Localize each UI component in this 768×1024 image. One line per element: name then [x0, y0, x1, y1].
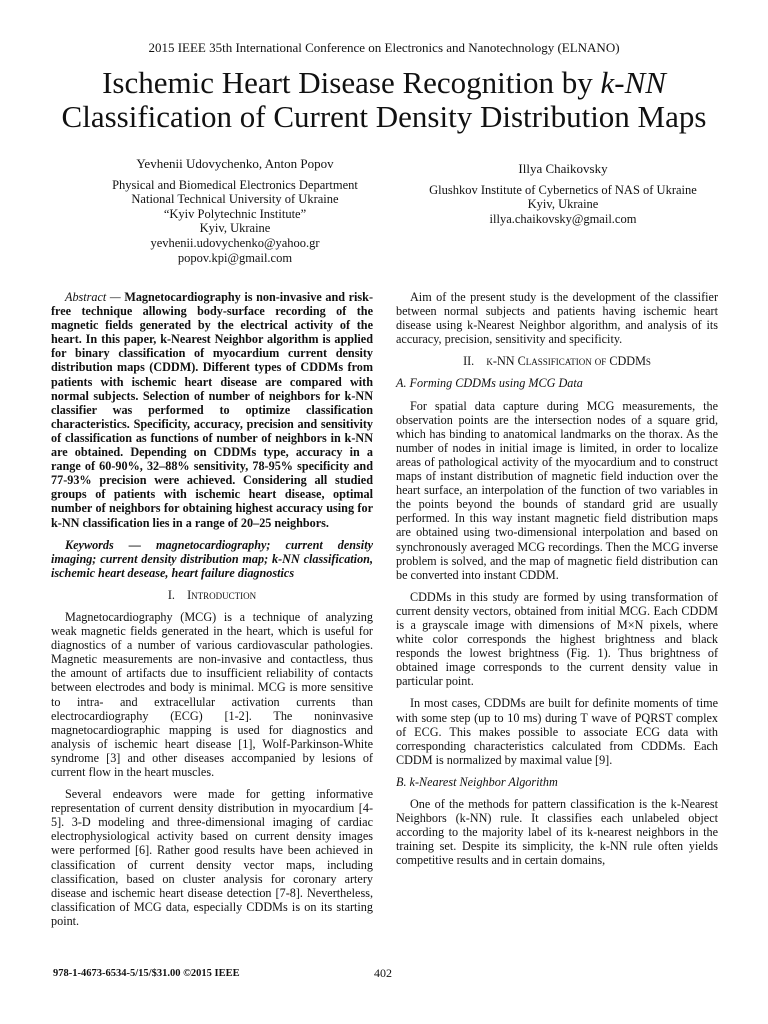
- author-email: illya.chaikovsky@gmail.com: [489, 211, 637, 226]
- paragraph: Several endeavors were made for getting informative representation of current density distribution in myocardium [4-5]. 3-D modeling and three-dimensional imaging of cardiac electrophysiological activity based on current density images were performed [6]. Rather good results have been achieved in classification of current density vector maps, including classification, based on cluster analysis for coronary artery disease and ischemic heart disease detection [7-8]. Nevertheless, classification of MCG data, especially CDDMs is on its starting point.: [51, 787, 373, 928]
- conference-header: 2015 IEEE 35th International Conference on Electronics and Nanotechnology (ELNANO): [148, 40, 620, 55]
- author-city: Kyiv, Ukraine: [527, 197, 599, 212]
- paragraph: CDDMs in this study are formed by using transformation of current density vectors, obtained from initial MCG. Each CDDM is a grayscale image with dimensions of M×N pixels, where white color corresponds the highest brightness and black responds the lowest brightness (Fig. 1). Thus brightness of obtained image corresponds to the current density value in particular point.: [396, 589, 718, 689]
- author-email-2: popov.kpi@gmail.com: [177, 250, 293, 265]
- copyright-footer: 978-1-4673-6534-5/15/$31.00 ©2015 IEEE: [53, 968, 240, 979]
- page-number: 402: [374, 966, 392, 980]
- right-column: [396, 290, 718, 875]
- left-column: [51, 290, 373, 936]
- subsection-heading-a: A. Forming CDDMs using MCG Data: [396, 376, 583, 391]
- author-names: Yevhenii Udovychenko, Anton Popov: [136, 156, 334, 171]
- author-university: National Technical University of Ukraine: [131, 192, 339, 207]
- author-block-right: [408, 162, 718, 226]
- subsection-heading-b: B. k-Nearest Neighbor Algorithm: [396, 774, 558, 789]
- author-department: Physical and Biomedical Electronics Department: [112, 177, 358, 192]
- author-email-1: yevhenii.udovychenko@yahoo.gr: [150, 235, 320, 250]
- paragraph: For spatial data capture during MCG measurements, the observation points are the intersection nodes of a square grid, which has binding to anatomical landmarks on the thorax. As the number of nodes in initial image is limited, in order to localize areas of pathological activity of the myocardium and to construct maps of instant distribution of magnetic field induction over the heart surface, an interpolation of the function of two variables in the points beyond the bounds of standard grid are usually performed. In this way instant magnetic field distribution maps are obtained using two-dimensional interpolation and based on synchronously averaged MCG recordings. Then the MCG inverse problem is solved, and the map of magnetic field distribution can be converted into instant CDDM.: [396, 398, 718, 582]
- abstract: Abstract — Magnetocardiography is non-invasive and risk-free technique allowing body-surface recording of the magnetic fields generated by the electrical activity of the heart. In this paper, k-Nearest Neighbor algorithm is applied for binary classification of myocardium current density distribution maps (CDDM). Different types of CDDMs from patients with ischemic heart disease are compared with normal subjects. Selection of number of neighbors for k-NN classifier was performed to optimize classification characteristics. Specificity, accuracy, precision and sensitivity of classification as functions of number of neighbors in k-NN are obtained. Depending on CDDMs type, accuracy in a range of 60-90%, 32–88% sensitivity, 78-95% specificity and 77-93% precision were achieved. Considering all studied groups of patients with ischemic heart disease, optimal number of neighbors for obtaining highest accuracy using for k-NN classification lies in a range of 20–25 neighbors.: [51, 290, 373, 530]
- author-institute: “Kyiv Polytechnic Institute”: [163, 206, 307, 221]
- title-line-1: Ischemic Heart Disease Recognition by k-NN: [102, 65, 666, 100]
- section-heading-introduction: I. Introduction: [167, 587, 257, 602]
- keywords: Keywords — magnetocardiography; current density imaging; current density distribution map; k-NN classification, ischemic heart desease, heart failure diagnostics: [51, 537, 373, 580]
- title-line-2: Classification of Current Density Distribution Maps: [61, 99, 707, 134]
- paragraph: One of the methods for pattern classification is the k-Nearest Neighbors (k-NN) rule. It classifies each unlabeled object according to the majority label of its k-nearest neighbors in the training set. Despite its simplicity, the k-NN rule often yields competitive results and in certain domains,: [396, 797, 718, 868]
- section-heading-classification: II. k-NN Classification of CDDMs: [463, 354, 651, 369]
- author-names: Illya Chaikovsky: [518, 161, 608, 176]
- author-city: Kyiv, Ukraine: [199, 221, 271, 236]
- paper-title: [0, 66, 768, 134]
- paragraph: Magnetocardiography (MCG) is a technique of analyzing weak magnetic fields generated in the heart, which is useful for diagnostics of a number of various cardiovascular pathologies. Magnetic measurements are non-invasive and contactless, thus the amount of artifacts due to insufficient reliability of contacts between electrodes and body is minimal. MCG is more sensitive to intra- and extracellular activation currents than electrocardiography (ECG) [1-2]. The noninvasive magnetocardiographic mapping is used for diagnostics and analysis of ischemic heart disease [1], Wolf-Parkinson-White syndrome [3] and other diseases accompanied by lesions of current flow in the heart muscles.: [51, 609, 373, 779]
- author-institute: Glushkov Institute of Cybernetics of NAS of Ukraine: [429, 182, 697, 197]
- author-block-left: [60, 157, 410, 265]
- paragraph: Aim of the present study is the development of the classifier between normal subjects and patients having ischemic heart disease using k-Nearest Neighbor algorithm, and analysis of its accuracy, precision, sensitivity and specificity.: [396, 290, 718, 347]
- paragraph: In most cases, CDDMs are built for definite moments of time with some step (up to 10 ms) during T wave of PQRST complex of ECG. This makes possible to associate ECG data with corresponding characteristics calculated from CDDMs. Each CDDM is normalized by maximal value [9].: [396, 696, 718, 767]
